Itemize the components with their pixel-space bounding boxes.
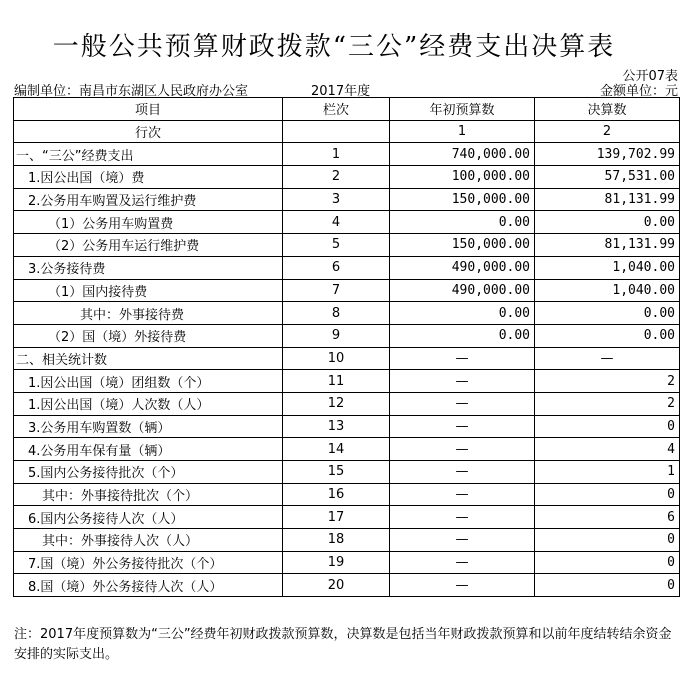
row-line: 1 bbox=[283, 143, 390, 166]
row-budget: 490,000.00 bbox=[390, 256, 535, 279]
row-line: 12 bbox=[283, 392, 390, 415]
row-line: 14 bbox=[283, 438, 390, 461]
row-item: 3.公务接待费 bbox=[14, 256, 283, 279]
row-budget: — bbox=[390, 392, 535, 415]
header-actual: 决算数 bbox=[535, 98, 680, 121]
row-line: 11 bbox=[283, 370, 390, 393]
footnote: 注：2017年度预算数为“三公”经费年初财政拨款预算数，决算数是包括当年财政拨款预算和以前年度结转结余资金安排的实际支出。 bbox=[14, 627, 672, 662]
row-item: 1.因公出国（境）人次数（人） bbox=[14, 392, 283, 415]
table-row bbox=[14, 188, 680, 211]
row-item: 7.国（境）外公务接待批次（个） bbox=[14, 551, 283, 574]
row-line: 17 bbox=[283, 506, 390, 529]
row-line: 9 bbox=[283, 324, 390, 347]
row-item: 5.国内公务接待批次（个） bbox=[14, 461, 283, 484]
row-actual: 0.00 bbox=[535, 324, 680, 347]
subheader-label: 行次 bbox=[14, 120, 283, 143]
table-row bbox=[14, 234, 680, 257]
subheader-actual-col: 2 bbox=[535, 120, 680, 143]
row-line: 19 bbox=[283, 551, 390, 574]
row-actual: 81,131.99 bbox=[535, 234, 680, 257]
row-item: 1.因公出国（境）团组数（个） bbox=[14, 370, 283, 393]
row-line: 18 bbox=[283, 529, 390, 552]
table-row bbox=[14, 256, 680, 279]
page-title: 一般公共预算财政拨款“三公”经费支出决算表 bbox=[52, 32, 616, 62]
row-budget: — bbox=[390, 529, 535, 552]
table-row bbox=[14, 574, 680, 597]
row-line: 13 bbox=[283, 415, 390, 438]
table-row bbox=[14, 324, 680, 347]
row-item: （1）国内接待费 bbox=[14, 279, 283, 302]
row-actual: 1,040.00 bbox=[535, 256, 680, 279]
compiling-unit: 编制单位：南昌市东湖区人民政府办公室 bbox=[14, 84, 249, 99]
row-actual: 0.00 bbox=[535, 302, 680, 325]
row-item: 2.公务用车购置及运行维护费 bbox=[14, 188, 283, 211]
row-actual: 0 bbox=[535, 415, 680, 438]
row-budget: — bbox=[390, 347, 535, 370]
expenditure-table bbox=[13, 97, 680, 597]
row-item: 3.公务用车购置数（辆） bbox=[14, 415, 283, 438]
row-line: 15 bbox=[283, 461, 390, 484]
row-budget: — bbox=[390, 574, 535, 597]
row-budget: 150,000.00 bbox=[390, 188, 535, 211]
row-actual: 2 bbox=[535, 392, 680, 415]
table-row bbox=[14, 347, 680, 370]
subheader-empty bbox=[283, 120, 390, 143]
row-budget: — bbox=[390, 438, 535, 461]
row-item: （2）公务用车运行维护费 bbox=[14, 234, 283, 257]
row-actual: 2 bbox=[535, 370, 680, 393]
form-number: 公开07表 bbox=[622, 69, 678, 84]
meta-line bbox=[14, 80, 678, 97]
row-line: 8 bbox=[283, 302, 390, 325]
row-item: 一、“三公”经费支出 bbox=[14, 143, 283, 166]
row-line: 4 bbox=[283, 211, 390, 234]
row-actual: 0 bbox=[535, 574, 680, 597]
row-budget: — bbox=[390, 483, 535, 506]
row-actual: 0 bbox=[535, 529, 680, 552]
table-row bbox=[14, 483, 680, 506]
table-row bbox=[14, 529, 680, 552]
row-budget: 0.00 bbox=[390, 302, 535, 325]
row-actual: 1 bbox=[535, 461, 680, 484]
table-row bbox=[14, 166, 680, 189]
row-line: 3 bbox=[283, 188, 390, 211]
table-subheader-row bbox=[14, 120, 680, 143]
table-row bbox=[14, 415, 680, 438]
row-budget: — bbox=[390, 506, 535, 529]
table-row bbox=[14, 461, 680, 484]
row-actual: — bbox=[535, 347, 680, 370]
row-item: 1.因公出国（境）费 bbox=[14, 166, 283, 189]
row-item: 4.公务用车保有量（辆） bbox=[14, 438, 283, 461]
row-budget: — bbox=[390, 370, 535, 393]
row-item: 其中：外事接待费 bbox=[14, 302, 283, 325]
table-row bbox=[14, 211, 680, 234]
header-item: 项目 bbox=[14, 98, 283, 121]
row-actual: 1,040.00 bbox=[535, 279, 680, 302]
row-item: 8.国（境）外公务接待人次（人） bbox=[14, 574, 283, 597]
money-unit: 金额单位：元 bbox=[599, 84, 678, 99]
subheader-budget-col: 1 bbox=[390, 120, 535, 143]
header-line: 栏次 bbox=[283, 98, 390, 121]
row-budget: 0.00 bbox=[390, 211, 535, 234]
row-actual: 6 bbox=[535, 506, 680, 529]
row-line: 5 bbox=[283, 234, 390, 257]
row-actual: 0 bbox=[535, 483, 680, 506]
row-actual: 0.00 bbox=[535, 211, 680, 234]
table-row bbox=[14, 506, 680, 529]
table-row bbox=[14, 302, 680, 325]
fiscal-year: 2017年度 bbox=[311, 84, 371, 99]
row-line: 2 bbox=[283, 166, 390, 189]
row-line: 10 bbox=[283, 347, 390, 370]
table-header-row bbox=[14, 98, 680, 121]
table-row bbox=[14, 438, 680, 461]
row-actual: 4 bbox=[535, 438, 680, 461]
row-line: 20 bbox=[283, 574, 390, 597]
row-budget: 150,000.00 bbox=[390, 234, 535, 257]
row-budget: 100,000.00 bbox=[390, 166, 535, 189]
row-budget: — bbox=[390, 551, 535, 574]
table-row bbox=[14, 392, 680, 415]
table-row bbox=[14, 143, 680, 166]
row-budget: 740,000.00 bbox=[390, 143, 535, 166]
row-line: 16 bbox=[283, 483, 390, 506]
table-row bbox=[14, 279, 680, 302]
table-row bbox=[14, 370, 680, 393]
row-budget: — bbox=[390, 415, 535, 438]
row-item: 6.国内公务接待人次（人） bbox=[14, 506, 283, 529]
row-line: 7 bbox=[283, 279, 390, 302]
row-actual: 0 bbox=[535, 551, 680, 574]
row-budget: 0.00 bbox=[390, 324, 535, 347]
row-item: （2）国（境）外接待费 bbox=[14, 324, 283, 347]
header-budget: 年初预算数 bbox=[390, 98, 535, 121]
row-budget: 490,000.00 bbox=[390, 279, 535, 302]
row-item: （1）公务用车购置费 bbox=[14, 211, 283, 234]
row-item: 其中：外事接待人次（人） bbox=[14, 529, 283, 552]
table-row bbox=[14, 551, 680, 574]
row-item: 二、相关统计数 bbox=[14, 347, 283, 370]
row-actual: 139,702.99 bbox=[535, 143, 680, 166]
row-actual: 57,531.00 bbox=[535, 166, 680, 189]
row-budget: — bbox=[390, 461, 535, 484]
row-actual: 81,131.99 bbox=[535, 188, 680, 211]
row-line: 6 bbox=[283, 256, 390, 279]
row-item: 其中：外事接待批次（个） bbox=[14, 483, 283, 506]
